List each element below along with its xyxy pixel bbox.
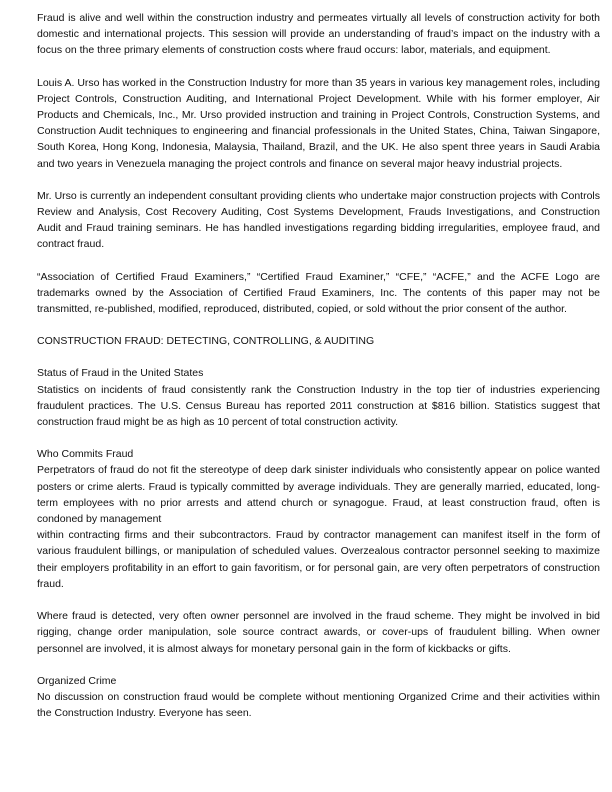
section-heading: Who Commits Fraud xyxy=(37,448,134,461)
trademark-notice: “Association of Certified Fraud Examiners,” “Certified Fraud Examiner,” “CFE,” “ACFE,” and the ACFE Logo are trademarks owned by the Association of Certified Fraud Examiners, Inc. The contents of this paper may not be transmitted, re-published, modified, reproduced, distributed, copied, or sold without the prior consent of the author. xyxy=(37,270,600,316)
author-bio-paragraph: Louis A. Urso has worked in the Construction Industry for more than 35 years in various key management roles, including Project Controls, Construction Auditing, and International Project Development. While with his former employer, Air Products and Chemicals, Inc., Mr. Urso provided instruction and training in Project Controls, Construction Systems, and Construction Audit techniques to engineering and financial professionals in the United States, China, Taiwan Singapore, South Korea, Hong Kong, Indonesia, Malaysia, Thailand, Brazil, and the UK. He also spent three years in Saudi Arabia and two years in Venezuela managing the project controls and finance on several major heavy industrial projects. xyxy=(37,76,600,170)
document-page xyxy=(37,10,600,737)
author-consulting-paragraph: Mr. Urso is currently an independent consultant providing clients who undertake major construction projects with Controls Review and Analysis, Cost Recovery Auditing, Cost Systems Development, Frauds Investigations, and Construction Audit and Fraud training seminars. He has handled investigations regarding bidding irregularities, employee fraud, and contract fraud. xyxy=(37,189,600,251)
section-status-of-fraud xyxy=(37,365,600,430)
section-paragraph: Perpetrators of fraud do not fit the stereotype of deep dark sinister individuals who consistently appear on police wanted posters or crime alerts. Fraud is typically committed by average individuals. They are generally married, educated, long-term employees with no prior arrests and attend church or synagogue. Fraud, at least construction fraud, often is condoned by management xyxy=(37,464,600,526)
section-paragraph: Where fraud is detected, very often owner personnel are involved in the fraud scheme. They might be involved in bid rigging, change order manipulation, sole source contract awards, or cover-ups of fraudulent billing. When owner personnel are involved, it is almost always for monetary personal gain in the form of kickbacks or gifts. xyxy=(37,610,600,655)
section-organized-crime xyxy=(37,673,600,722)
section-paragraph: within contracting firms and their subcontractors. Fraud by contractor management can manifest itself in the form of various fraudulent billings, or manipulation of scheduled values. Overzealous contractor personnel seeking to maximize their employers profitability in an effort to gain favoritism, or for personal gain, are very often perpetrators of construction fraud. xyxy=(37,529,600,590)
paper-title: CONSTRUCTION FRAUD: DETECTING, CONTROLLING, & AUDITING xyxy=(37,335,375,348)
section-paragraph: Statistics on incidents of fraud consistently rank the Construction Industry in the top tier of industries experiencing fraudulent practices. The U.S. Census Bureau has reported 2011 construction at $816 billion. Statistics suggest that construction fraud might be as high as 10 percent of total construction activity. xyxy=(37,383,600,429)
section-paragraph: No discussion on construction fraud would be complete without mentioning Organized Crime and their activities within the Construction Industry. Everyone has seen. xyxy=(37,690,600,720)
section-heading: Organized Crime xyxy=(37,674,117,687)
intro-paragraph: Fraud is alive and well within the construction industry and permeates virtually all levels of construction activity for both domestic and international projects. This session will provide an understanding of fraud’s impact on the industry with a focus on the three primary elements of construction costs where fraud occurs: labor, materials, and equipment. xyxy=(37,12,600,57)
section-who-commits-fraud xyxy=(37,446,600,656)
section-heading: Status of Fraud in the United States xyxy=(37,367,204,380)
